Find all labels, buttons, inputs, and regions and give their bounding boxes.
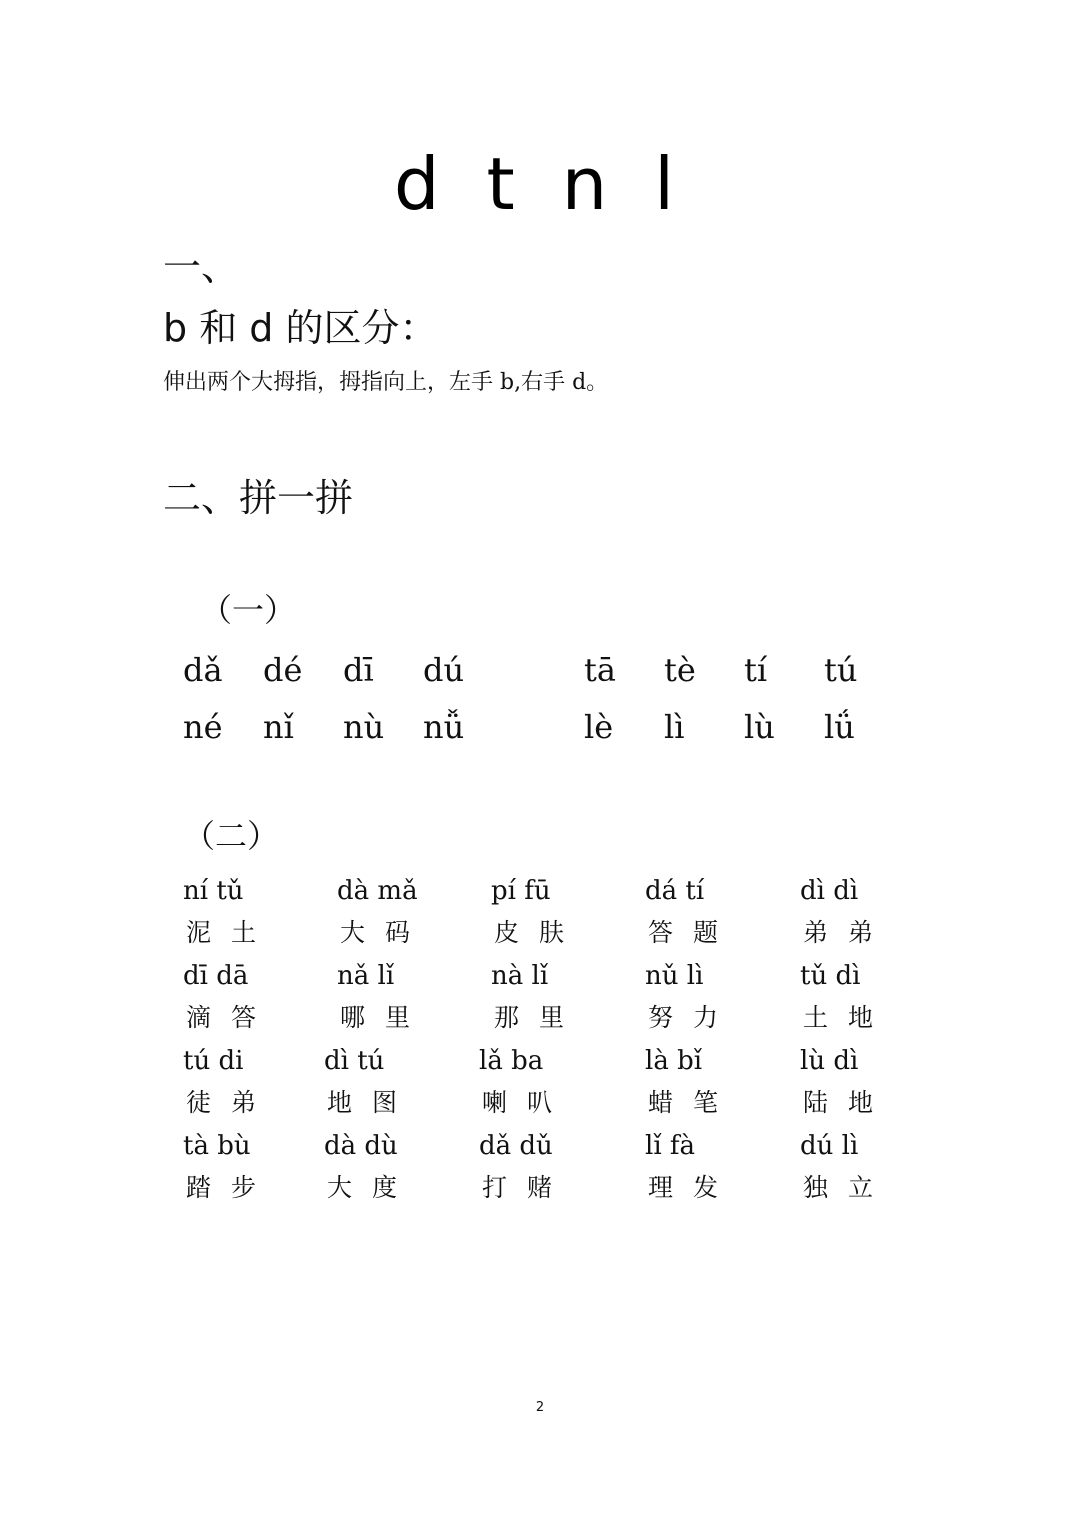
word-pinyin: dà dù [324, 1131, 398, 1161]
word-hanzi: 理发 [648, 1173, 739, 1202]
word-hanzi: 打赌 [482, 1173, 573, 1202]
word-pinyin: nǔ lì [645, 961, 704, 991]
section2-heading: 二、拼一拼 [163, 476, 354, 520]
word-pinyin: tú di [183, 1046, 244, 1076]
section1-heading [163, 308, 438, 350]
word-pinyin: nà lǐ [491, 961, 549, 991]
part1-label: （一） [200, 591, 297, 629]
word-pinyin: dì dì [800, 876, 859, 906]
syllable: dé [263, 651, 303, 689]
page-number: 2 [535, 1400, 545, 1415]
syllable: dú [423, 651, 465, 689]
word-pinyin: ní tǔ [183, 876, 244, 906]
word-pinyin: dǎ dǔ [479, 1131, 553, 1161]
syllable: tú [824, 651, 858, 689]
word-pinyin: dì tú [324, 1046, 385, 1076]
syllable: tí [744, 651, 768, 689]
word-hanzi: 徒弟 [186, 1088, 277, 1117]
word-hanzi: 弟弟 [803, 918, 894, 947]
word-hanzi: 努力 [648, 1003, 739, 1032]
word-hanzi: 那里 [494, 1003, 585, 1032]
word-hanzi: 喇叭 [482, 1088, 573, 1117]
syllable: lǘ [824, 708, 855, 746]
syllable: dǎ [183, 651, 223, 689]
syllable: lè [584, 708, 614, 746]
syllable: né [183, 708, 223, 746]
word-pinyin: nǎ lǐ [337, 961, 395, 991]
section1-description: 伸出两个大拇指，拇指向上，左手 b,右手 d。 [163, 370, 609, 395]
word-hanzi: 泥土 [186, 918, 277, 947]
page-title: d t n l [393, 142, 687, 226]
word-pinyin: lǎ ba [479, 1046, 544, 1076]
heading-letter-d: d [249, 306, 274, 350]
syllable: lì [664, 708, 685, 746]
word-hanzi: 独立 [803, 1173, 894, 1202]
word-pinyin: là bǐ [645, 1046, 703, 1076]
word-pinyin: dá tí [645, 876, 705, 906]
word-hanzi: 陆地 [803, 1088, 894, 1117]
syllable: tè [664, 651, 696, 689]
heading-suffix: 的区分： [273, 306, 438, 350]
syllable: nǐ [263, 708, 294, 746]
word-hanzi: 大度 [327, 1173, 418, 1202]
section1-number: 一、 [163, 245, 240, 289]
word-hanzi: 土地 [803, 1003, 894, 1032]
syllable: nù [343, 708, 385, 746]
syllable: lù [744, 708, 775, 746]
word-pinyin: dà mǎ [337, 876, 418, 906]
word-pinyin: lù dì [800, 1046, 859, 1076]
heading-connector: 和 [187, 306, 250, 350]
word-hanzi: 大码 [340, 918, 431, 947]
word-hanzi: 皮肤 [494, 918, 585, 947]
word-pinyin: pí fū [491, 876, 551, 906]
syllable: dī [343, 651, 374, 689]
word-pinyin: dú lì [800, 1131, 859, 1161]
word-pinyin: dī dā [183, 961, 249, 991]
word-hanzi: 踏步 [186, 1173, 277, 1202]
heading-letter-b: b [163, 306, 188, 350]
word-hanzi: 地图 [327, 1088, 418, 1117]
word-pinyin: tà bù [183, 1131, 251, 1161]
syllable: nǚ [423, 708, 465, 746]
part2-label: （二） [183, 817, 280, 855]
word-hanzi: 蜡笔 [648, 1088, 739, 1117]
syllable: tā [584, 651, 616, 689]
word-hanzi: 滴答 [186, 1003, 277, 1032]
word-pinyin: tǔ dì [800, 961, 861, 991]
word-pinyin: lǐ fà [645, 1131, 696, 1161]
word-hanzi: 答题 [648, 918, 739, 947]
word-hanzi: 哪里 [340, 1003, 431, 1032]
